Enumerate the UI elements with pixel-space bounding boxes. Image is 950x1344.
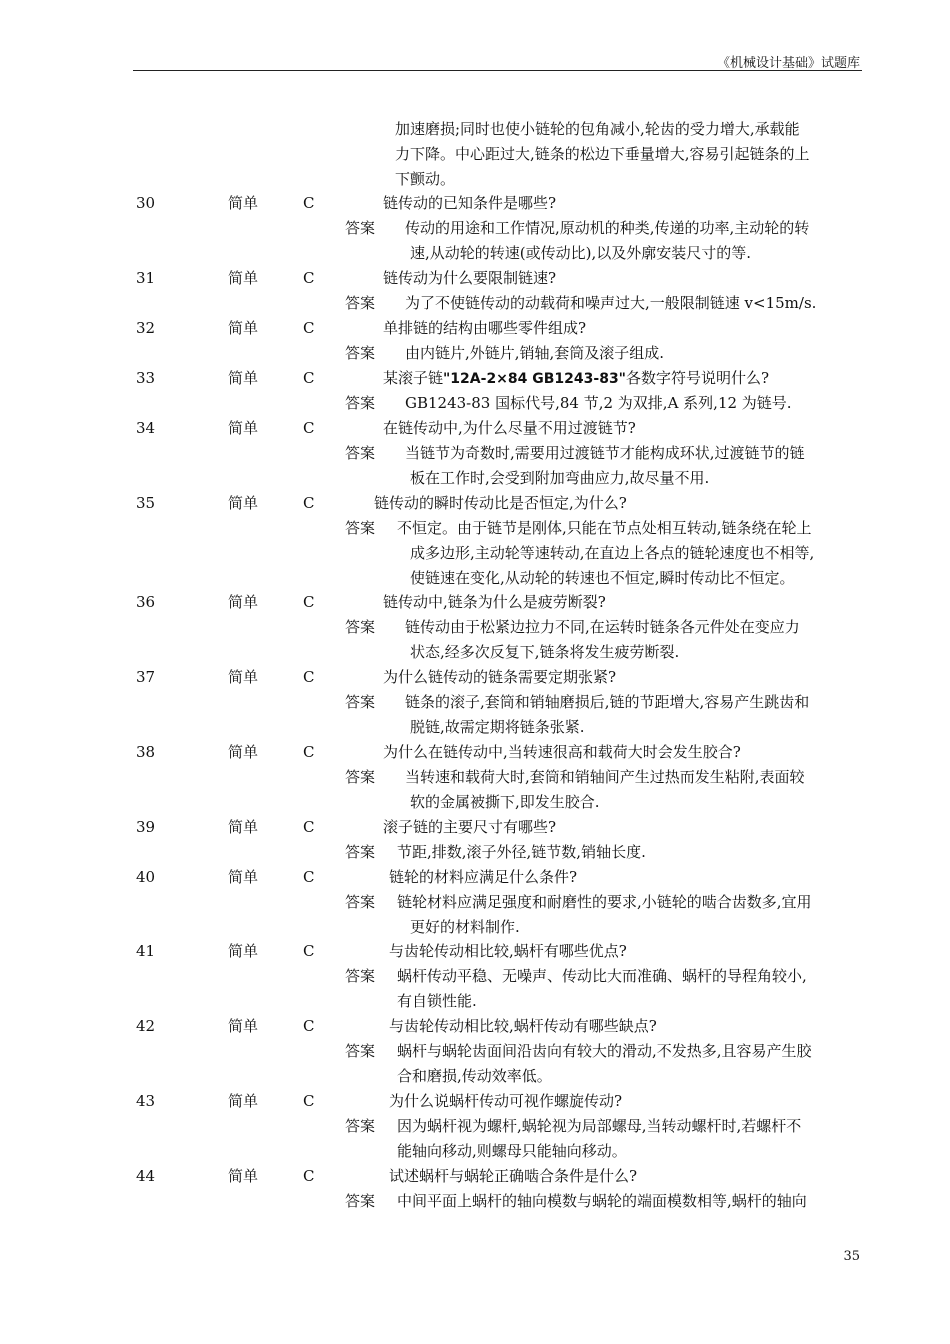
question-type: C — [303, 868, 315, 886]
question-number: 34 — [136, 419, 156, 437]
question-text: 单排链的结构由哪些零件组成? — [383, 319, 587, 337]
question-difficulty: 简单 — [228, 369, 259, 387]
answer-line: 板在工作时,会受到附加弯曲应力,故尽量不用. — [410, 469, 710, 487]
question-difficulty: 简单 — [228, 743, 259, 761]
question-type: C — [303, 942, 315, 960]
question-number: 36 — [136, 593, 156, 611]
answer-label: 答案 — [345, 444, 376, 462]
header-rule — [133, 70, 862, 71]
question-difficulty: 简单 — [228, 1092, 259, 1110]
question-difficulty: 简单 — [228, 319, 259, 337]
continuation-line: 下颤动。 — [395, 170, 456, 188]
header-title: 《机械设计基础》试题库 — [716, 56, 860, 71]
question-type: C — [303, 1017, 315, 1035]
question-type: C — [303, 818, 315, 836]
question-type: C — [303, 743, 315, 761]
question-difficulty: 简单 — [228, 494, 259, 512]
question-text: 链传动的已知条件是哪些? — [383, 194, 557, 212]
question-difficulty: 简单 — [228, 269, 259, 287]
chain-code: "12A-2×84 GB1243-83" — [443, 371, 626, 387]
question-type: C — [303, 319, 315, 337]
answer-label: 答案 — [345, 219, 376, 237]
answer-line: 当链节为奇数时,需要用过渡链节才能构成环状,过渡链节的链 — [405, 444, 805, 462]
question-difficulty: 简单 — [228, 942, 259, 960]
answer-label: 答案 — [345, 1117, 376, 1135]
continuation-line: 加速磨损;同时也使小链轮的包角减小,轮齿的受力增大,承载能 — [395, 120, 800, 138]
answer-line: 使链速在变化,从动轮的转速也不恒定,瞬时传动比不恒定。 — [410, 569, 795, 587]
answer-line: 成多边形,主动轮等速转动,在直边上各点的链轮速度也不相等, — [410, 544, 815, 562]
question-number: 37 — [136, 668, 156, 686]
question-text: 与齿轮传动相比较,蜗杆传动有哪些缺点? — [389, 1017, 657, 1035]
answer-line: 中间平面上蜗杆的轴向模数与蜗轮的端面模数相等,蜗杆的轴向 — [397, 1192, 807, 1210]
question-number: 40 — [136, 868, 156, 886]
question-number: 44 — [136, 1167, 156, 1185]
answer-label: 答案 — [345, 693, 376, 711]
question-type: C — [303, 369, 315, 387]
question-type: C — [303, 494, 315, 512]
question-text: 与齿轮传动相比较,蜗杆有哪些优点? — [389, 942, 627, 960]
question-text: 链轮的材料应满足什么条件? — [389, 868, 578, 886]
answer-label: 答案 — [345, 519, 376, 537]
question-type: C — [303, 593, 315, 611]
question-number: 39 — [136, 818, 156, 836]
answer-line: 由内链片,外链片,销轴,套筒及滚子组成. — [405, 344, 665, 362]
answer-line: 速,从动轮的转速(或传动比),以及外廓安装尺寸的等. — [410, 244, 752, 262]
question-number: 32 — [136, 319, 156, 337]
question-difficulty: 简单 — [228, 1017, 259, 1035]
question-text: 为什么说蜗杆传动可视作螺旋传动? — [389, 1092, 623, 1110]
answer-line: GB1243-83 国标代号,84 节,2 为双排,A 系列,12 为链号. — [405, 394, 792, 412]
answer-line: 合和磨损,传动效率低。 — [397, 1067, 552, 1085]
continuation-line: 力下降。中心距过大,链条的松边下垂量增大,容易引起链条的上 — [395, 145, 810, 163]
question-text: 链传动的瞬时传动比是否恒定,为什么? — [374, 494, 627, 512]
question-difficulty: 简单 — [228, 593, 259, 611]
question-difficulty: 简单 — [228, 1167, 259, 1185]
question-text: 试述蜗杆与蜗轮正确啮合条件是什么? — [389, 1167, 638, 1185]
question-number: 33 — [136, 369, 156, 387]
answer-label: 答案 — [345, 394, 376, 412]
answer-label: 答案 — [345, 344, 376, 362]
answer-label: 答案 — [345, 1192, 376, 1210]
answer-label: 答案 — [345, 1042, 376, 1060]
question-type: C — [303, 1167, 315, 1185]
question-difficulty: 简单 — [228, 668, 259, 686]
answer-line: 不恒定。由于链节是刚体,只能在节点处相互转动,链条绕在轮上 — [397, 519, 812, 537]
answer-line: 脱链,故需定期将链条张紧. — [410, 718, 585, 736]
question-number: 41 — [136, 942, 156, 960]
answer-line: 能轴向移动,则螺母只能轴向移动。 — [397, 1142, 627, 1160]
question-text: 为什么链传动的链条需要定期张紧? — [383, 668, 617, 686]
answer-line: 链条的滚子,套筒和销轴磨损后,链的节距增大,容易产生跳齿和 — [405, 693, 810, 711]
answer-line: 为了不使链传动的动载荷和噪声过大,一般限制链速 v<15m/s. — [405, 294, 817, 312]
question-difficulty: 简单 — [228, 194, 259, 212]
question-number: 38 — [136, 743, 156, 761]
answer-label: 答案 — [345, 618, 376, 636]
answer-label: 答案 — [345, 893, 376, 911]
question-text: 滚子链的主要尺寸有哪些? — [383, 818, 557, 836]
question-text — [383, 366, 769, 391]
answer-line: 状态,经多次反复下,链条将发生疲劳断裂. — [410, 643, 680, 661]
answer-line: 传动的用途和工作情况,原动机的种类,传递的功率,主动轮的转 — [405, 219, 810, 237]
question-number: 30 — [136, 194, 156, 212]
answer-line: 更好的材料制作. — [410, 918, 520, 936]
question-difficulty: 简单 — [228, 419, 259, 437]
page-number: 35 — [843, 1249, 860, 1264]
question-text-part: 各数字符号说明什么? — [625, 369, 770, 387]
question-text: 链传动为什么要限制链速? — [383, 269, 557, 287]
question-number: 43 — [136, 1092, 156, 1110]
question-type: C — [303, 194, 315, 212]
question-text: 在链传动中,为什么尽量不用过渡链节? — [383, 419, 636, 437]
question-difficulty: 简单 — [228, 868, 259, 886]
question-number: 35 — [136, 494, 156, 512]
answer-line: 蜗杆与蜗轮齿面间沿齿向有较大的滑动,不发热多,且容易产生胶 — [397, 1042, 812, 1060]
question-type: C — [303, 419, 315, 437]
answer-line: 当转速和载荷大时,套筒和销轴间产生过热而发生粘附,表面较 — [405, 768, 805, 786]
question-text: 为什么在链传动中,当转速很高和载荷大时会发生胶合? — [383, 743, 741, 761]
question-number: 31 — [136, 269, 156, 287]
question-type: C — [303, 1092, 315, 1110]
answer-line: 链轮材料应满足强度和耐磨性的要求,小链轮的啮合齿数多,宜用 — [397, 893, 812, 911]
answer-label: 答案 — [345, 294, 376, 312]
answer-line: 因为蜗杆视为螺杆,蜗轮视为局部螺母,当转动螺杆时,若螺杆不 — [397, 1117, 802, 1135]
question-number: 42 — [136, 1017, 156, 1035]
answer-line: 有自锁性能. — [397, 992, 477, 1010]
answer-line: 软的金属被撕下,即发生胶合. — [410, 793, 600, 811]
question-text-part: 某滚子链 — [383, 369, 444, 387]
question-type: C — [303, 668, 315, 686]
answer-label: 答案 — [345, 768, 376, 786]
question-text: 链传动中,链条为什么是疲劳断裂? — [383, 593, 606, 611]
question-difficulty: 简单 — [228, 818, 259, 836]
answer-label: 答案 — [345, 843, 376, 861]
answer-label: 答案 — [345, 967, 376, 985]
answer-line: 蜗杆传动平稳、无噪声、传动比大而准确、蜗杆的导程角较小, — [397, 967, 807, 985]
answer-line: 节距,排数,滚子外径,链节数,销轴长度. — [397, 843, 646, 861]
question-type: C — [303, 269, 315, 287]
answer-line: 链传动由于松紧边拉力不同,在运转时链条各元件处在变应力 — [405, 618, 800, 636]
